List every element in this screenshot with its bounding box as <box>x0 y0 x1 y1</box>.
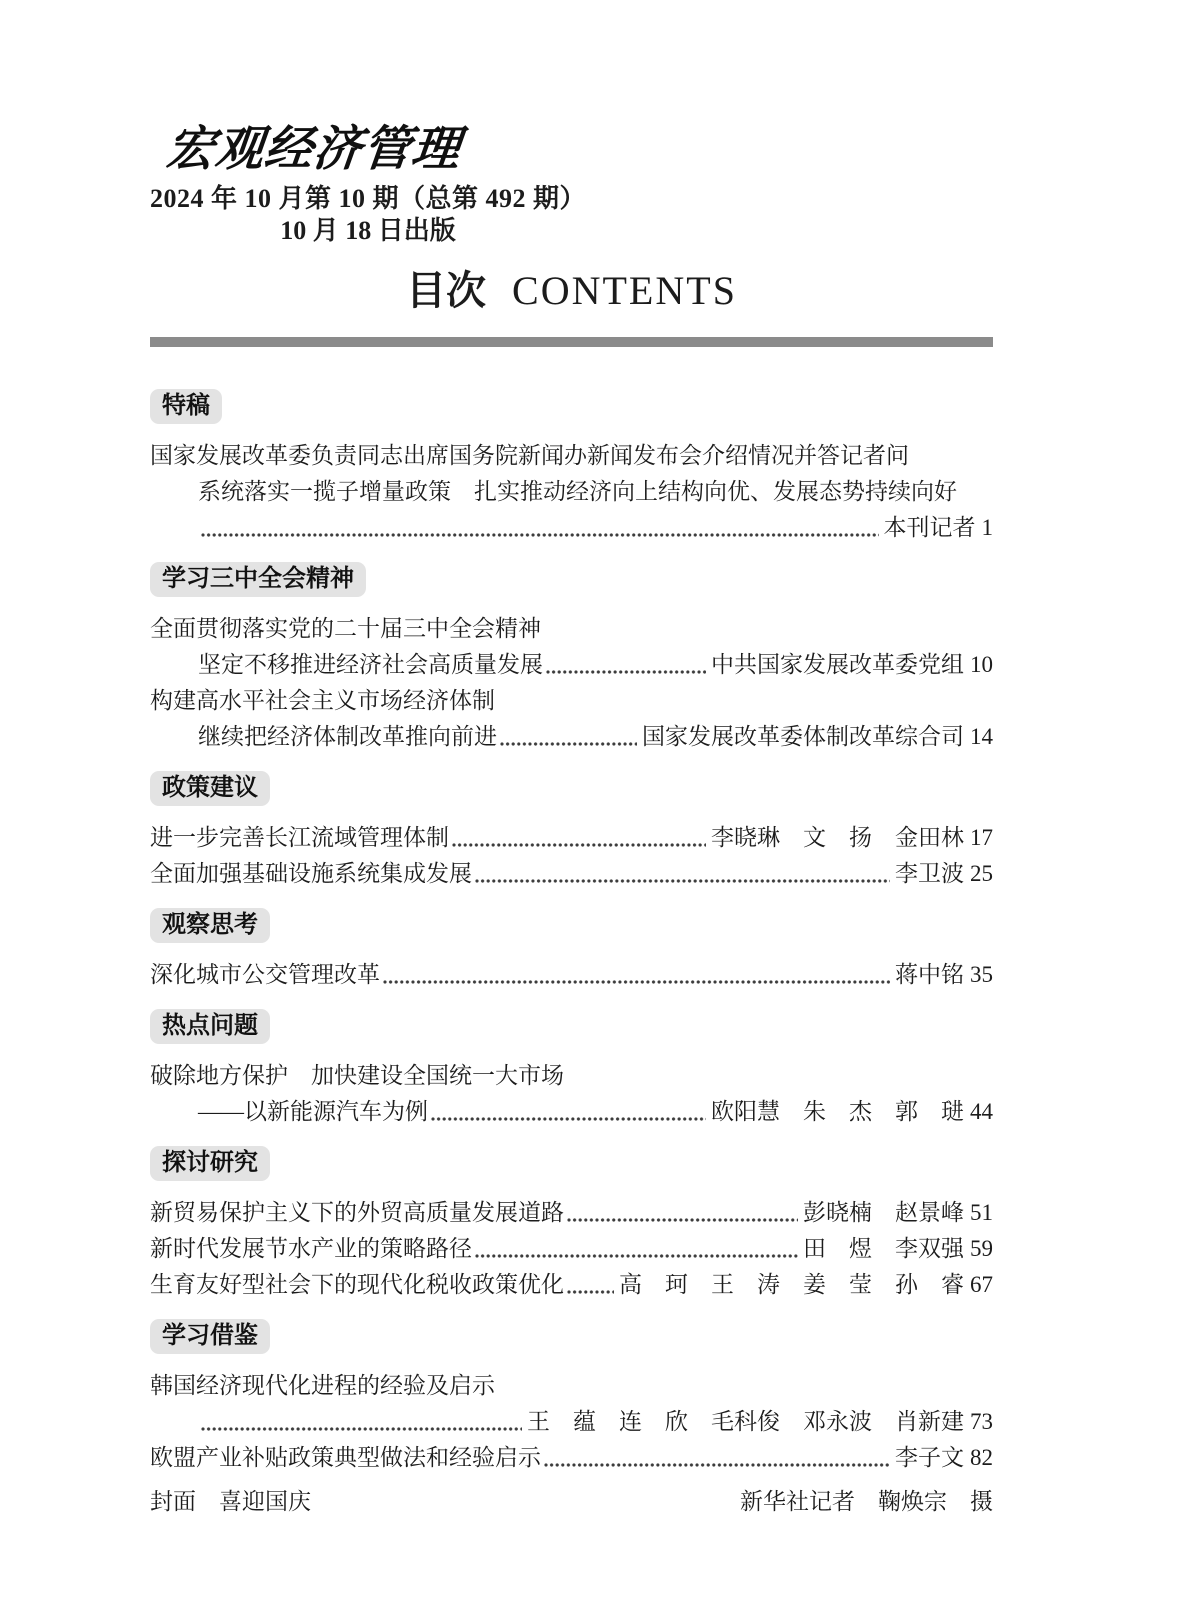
article-title: 系统落实一揽子增量政策 扎实推动经济向上结构向优、发展态势持续向好 <box>198 479 957 504</box>
article-authors: 彭晓楠 赵景峰 <box>803 1200 964 1225</box>
dotted-leader <box>500 740 637 748</box>
article-page: 35 <box>970 962 993 987</box>
toc-article <box>150 856 993 892</box>
toc-article <box>150 438 993 546</box>
contents-title <box>150 265 993 319</box>
article-title: 欧盟产业补贴政策典型做法和经验启示 <box>150 1445 541 1470</box>
toc-line <box>150 1231 993 1267</box>
contents-title-zh: 目次 <box>406 269 487 313</box>
section-badge: 特稿 <box>150 389 222 424</box>
article-authors: 高 珂 王 涛 姜 莹 孙 睿 <box>619 1272 964 1297</box>
article-page: 44 <box>970 1099 993 1124</box>
journal-logo: 宏观经济管理 <box>163 121 464 177</box>
article-page: 25 <box>970 861 993 886</box>
toc-article <box>150 1368 993 1440</box>
article-title: ——以新能源汽车为例 <box>198 1099 428 1124</box>
article-title: 新贸易保护主义下的外贸高质量发展道路 <box>150 1200 564 1225</box>
article-title: 韩国经济现代化进程的经验及启示 <box>150 1373 495 1398</box>
toc-line <box>150 683 993 719</box>
article-page: 67 <box>970 1272 993 1297</box>
article-authors: 本刊记者 <box>883 515 976 540</box>
cover-caption: 封面 喜迎国庆 <box>150 1489 311 1514</box>
toc-line <box>150 820 993 856</box>
section-badge: 热点问题 <box>150 1009 270 1044</box>
toc-article <box>150 1058 993 1130</box>
photographer-credit: 新华社记者 鞠焕宗 摄 <box>740 1489 993 1514</box>
article-title: 生育友好型社会下的现代化税收政策优化 <box>150 1272 564 1297</box>
article-page: 73 <box>970 1409 993 1434</box>
toc-line <box>150 474 993 510</box>
article-title: 全面贯彻落实党的二十届三中全会精神 <box>150 616 541 641</box>
toc-article <box>150 1231 993 1267</box>
section-badge: 学习借鉴 <box>150 1319 270 1354</box>
section-badge: 政策建议 <box>150 771 270 806</box>
dotted-leader <box>383 978 890 986</box>
toc-line <box>150 856 993 892</box>
dotted-leader <box>201 1425 522 1433</box>
article-title: 国家发展改革委负责同志出席国务院新闻办新闻发布会介绍情况并答记者问 <box>150 443 909 468</box>
article-title: 坚定不移推进经济社会高质量发展 <box>198 652 543 677</box>
dotted-leader <box>452 841 706 849</box>
dotted-leader <box>567 1216 798 1224</box>
article-authors: 中共国家发展改革委党组 <box>711 652 964 677</box>
toc-section <box>150 373 993 546</box>
article-page: 1 <box>981 515 993 540</box>
dotted-leader <box>475 1252 798 1260</box>
divider-bar <box>150 337 993 347</box>
article-authors: 蒋中铭 <box>895 962 964 987</box>
article-title: 深化城市公交管理改革 <box>150 962 380 987</box>
dotted-leader <box>431 1115 706 1123</box>
publish-date-line: 10 月 18 日出版 <box>280 216 456 245</box>
article-page: 51 <box>970 1200 993 1225</box>
toc-article <box>150 820 993 856</box>
article-page: 82 <box>970 1445 993 1470</box>
toc-section <box>150 892 993 993</box>
toc-section <box>150 1303 993 1476</box>
dotted-leader <box>546 668 706 676</box>
toc-article <box>150 611 993 683</box>
article-title: 全面加强基础设施系统集成发展 <box>150 861 472 886</box>
toc-line <box>150 611 993 647</box>
toc-line <box>150 1267 993 1303</box>
toc-line <box>150 1094 993 1130</box>
toc-article <box>150 683 993 755</box>
contents-title-en: CONTENTS <box>512 268 737 313</box>
dotted-leader <box>475 877 890 885</box>
article-page: 17 <box>970 825 993 850</box>
toc-line <box>150 719 993 755</box>
toc-article <box>150 957 993 993</box>
toc-section <box>150 1130 993 1303</box>
article-page: 14 <box>970 724 993 749</box>
section-badge: 观察思考 <box>150 908 270 943</box>
dotted-leader <box>201 531 879 539</box>
article-title: 新时代发展节水产业的策略路径 <box>150 1236 472 1261</box>
toc-line <box>150 1440 993 1476</box>
dotted-leader <box>567 1288 614 1296</box>
toc-section <box>150 755 993 892</box>
toc-line <box>150 1058 993 1094</box>
article-page: 59 <box>970 1236 993 1261</box>
cover-credit-row <box>150 1484 993 1520</box>
toc-line <box>150 957 993 993</box>
article-title: 继续把经济体制改革推向前进 <box>198 724 497 749</box>
section-badge: 学习三中全会精神 <box>150 562 366 597</box>
section-badge: 探讨研究 <box>150 1146 270 1181</box>
article-authors: 欧阳慧 朱 杰 郭 琎 <box>711 1099 964 1124</box>
article-authors: 王 蕴 连 欣 毛科俊 邓永波 肖新建 <box>527 1409 964 1434</box>
masthead-block <box>150 121 587 247</box>
toc-article <box>150 1195 993 1231</box>
article-title: 破除地方保护 加快建设全国统一大市场 <box>150 1063 564 1088</box>
article-title: 进一步完善长江流域管理体制 <box>150 825 449 850</box>
toc-line <box>150 647 993 683</box>
dotted-leader <box>544 1461 890 1469</box>
article-authors: 国家发展改革委体制改革综合司 <box>642 724 964 749</box>
toc-line <box>150 1195 993 1231</box>
article-authors: 李子文 <box>895 1445 964 1470</box>
toc-line <box>150 1404 993 1440</box>
article-title: 构建高水平社会主义市场经济体制 <box>150 688 495 713</box>
article-page: 10 <box>970 652 993 677</box>
toc-list <box>150 373 993 1476</box>
toc-article <box>150 1440 993 1476</box>
toc-line <box>150 510 993 546</box>
article-authors: 田 煜 李双强 <box>803 1236 964 1261</box>
toc-article <box>150 1267 993 1303</box>
toc-line <box>150 1368 993 1404</box>
toc-section <box>150 546 993 755</box>
toc-line <box>150 438 993 474</box>
issue-line: 2024 年 10 月第 10 期（总第 492 期） <box>150 184 587 213</box>
toc-section <box>150 993 993 1130</box>
masthead <box>150 121 993 247</box>
article-authors: 李晓琳 文 扬 金田林 <box>711 825 964 850</box>
article-authors: 李卫波 <box>895 861 964 886</box>
